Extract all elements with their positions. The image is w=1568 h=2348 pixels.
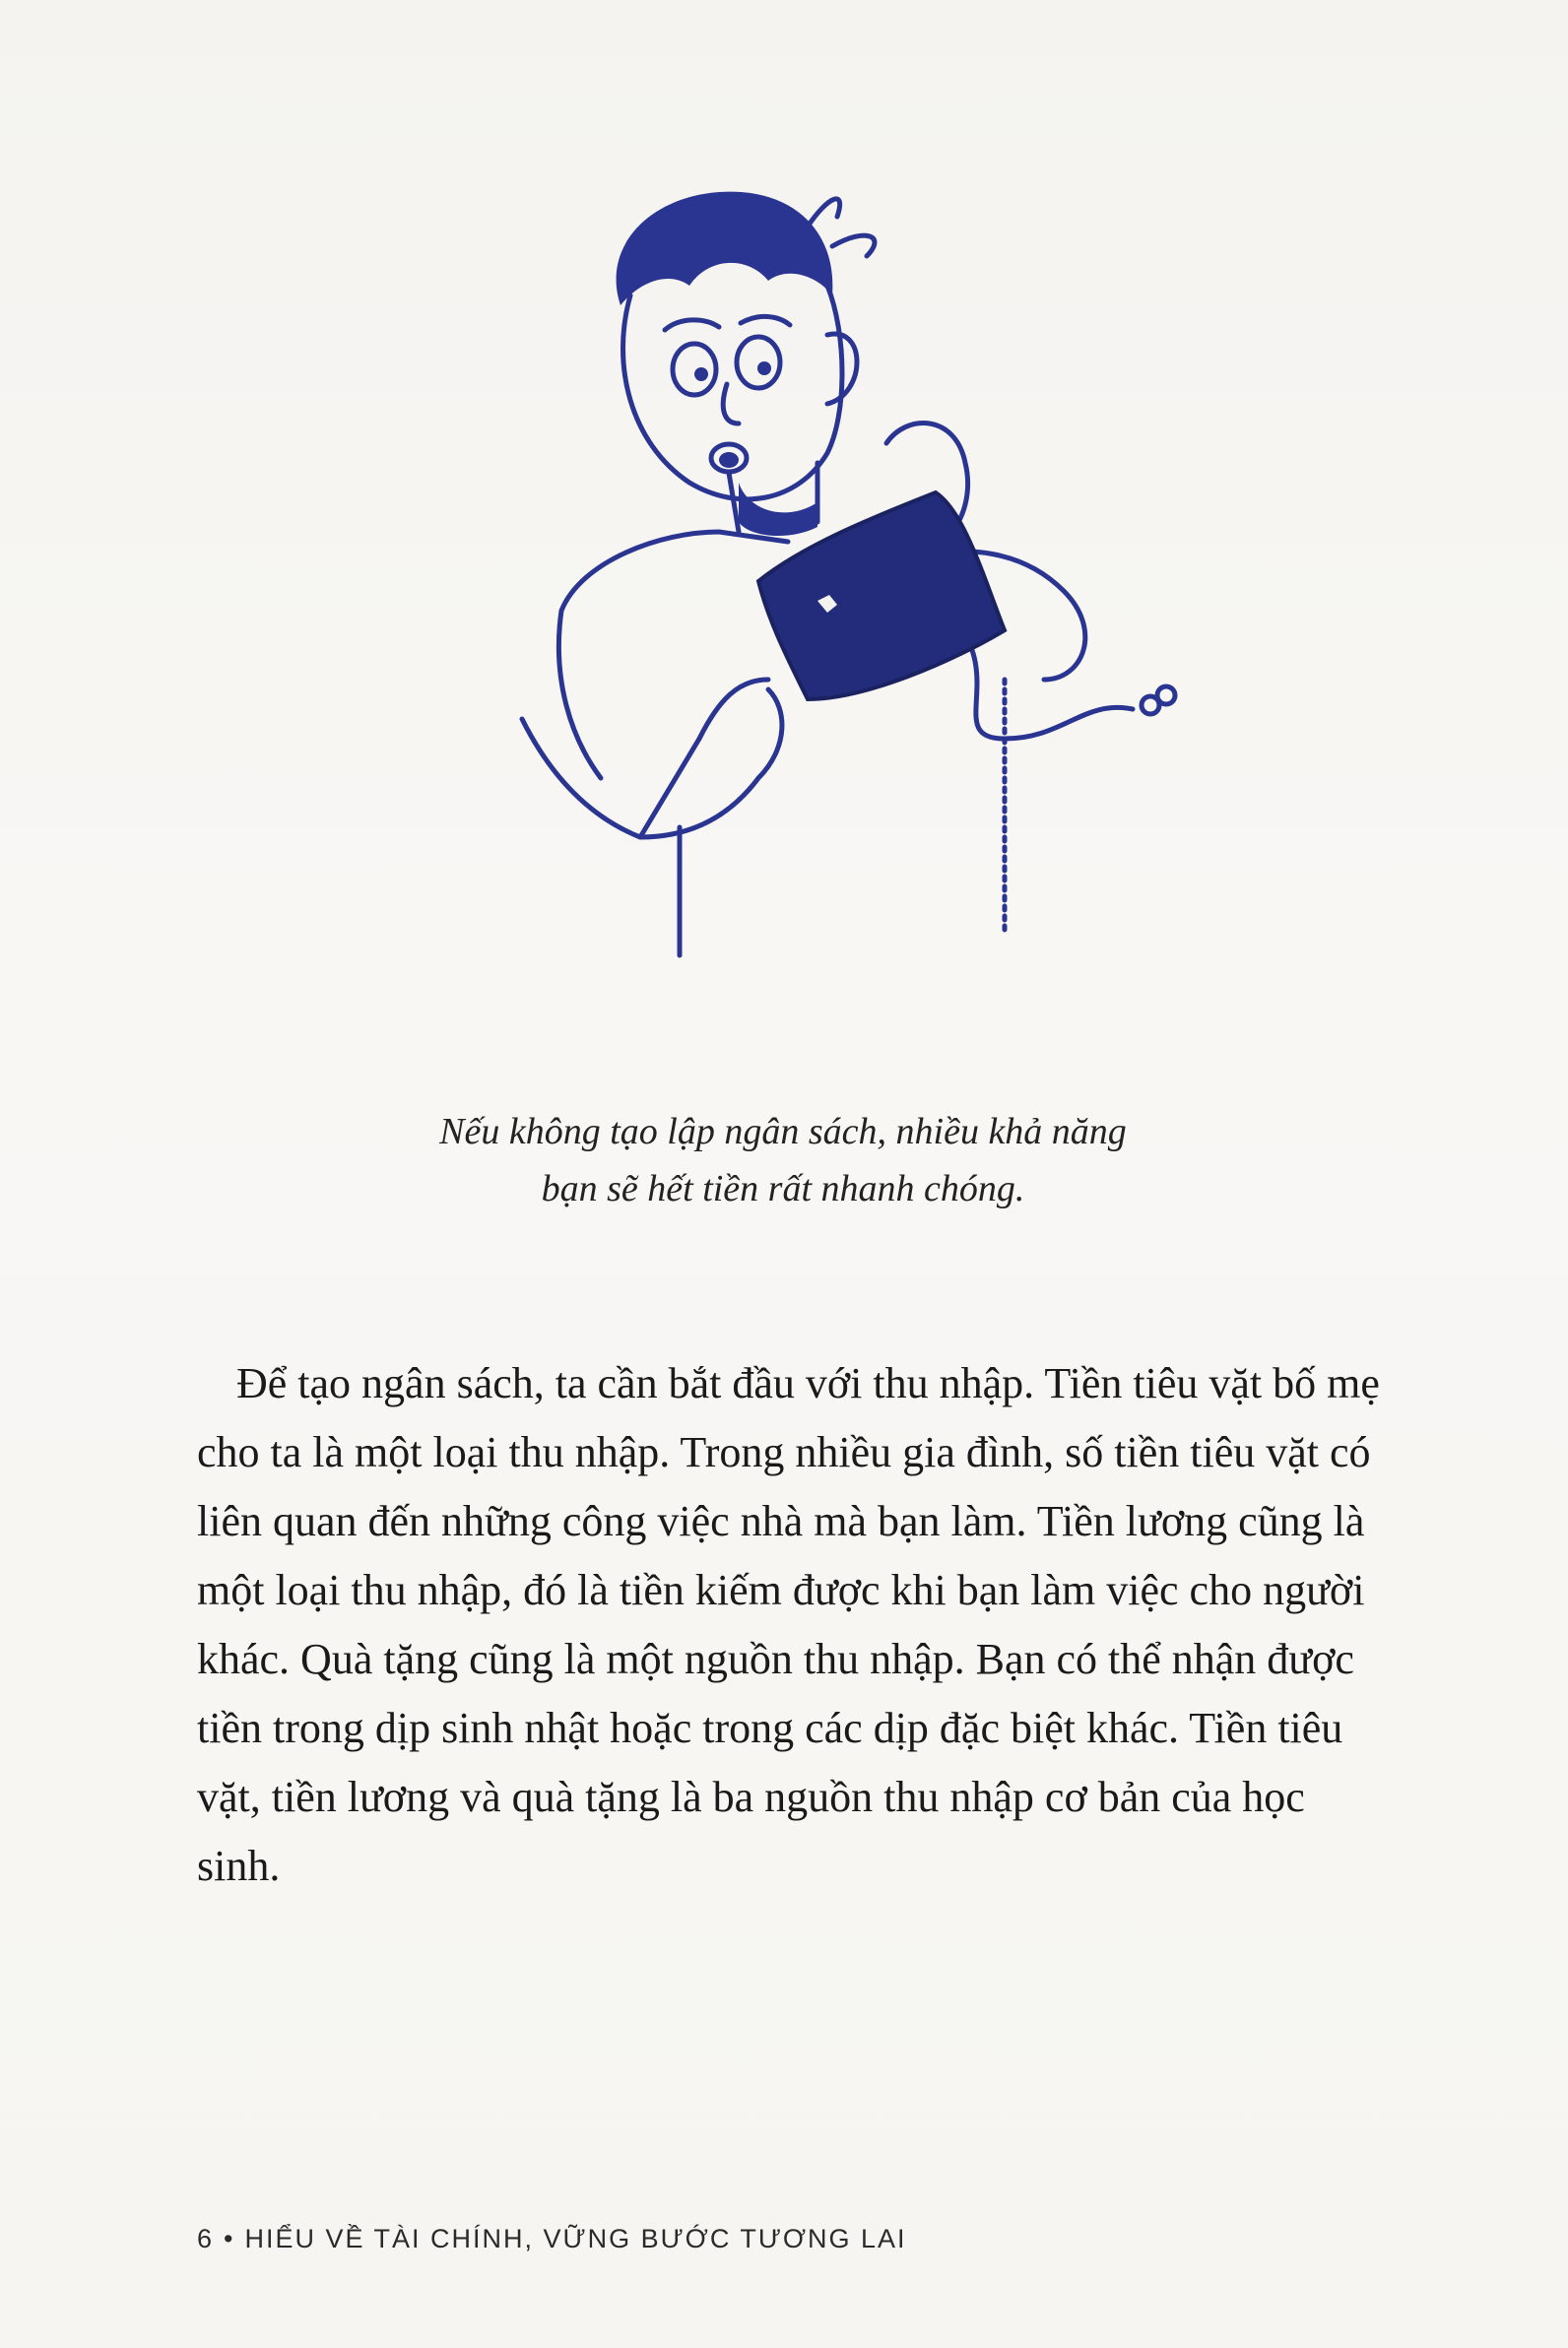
surprised-boy-empty-wallet-icon — [492, 187, 1241, 995]
caption-line-2: bạn sẽ hết tiền rất nhanh chóng. — [541, 1168, 1025, 1209]
page-footer — [197, 2224, 907, 2254]
footer-separator: • — [224, 2224, 235, 2253]
illustration-caption — [325, 1103, 1241, 1217]
caption-line-1: Nếu không tạo lập ngân sách, nhiều khả năng — [439, 1111, 1127, 1152]
page-number: 6 — [197, 2224, 215, 2253]
book-title: HIỂU VỀ TÀI CHÍNH, VỮNG BƯỚC TƯƠNG LAI — [244, 2224, 907, 2253]
body-paragraph: Để tạo ngân sách, ta cần bắt đầu với thu nhập. Tiền tiêu vặt bố mẹ cho ta là một loại thu nhập. Trong nhiều gia đình, số tiền tiêu vặt có liên quan đến những công việc nhà mà bạn làm. Tiền lương cũng là một loại thu nhập, đó là tiền kiếm được khi bạn làm việc cho người khác. Quà tặng cũng là một nguồn thu nhập. Bạn có thể nhận được tiền trong dịp sinh nhật hoặc trong các dịp đặc biệt khác. Tiền tiêu vặt, tiền lương và quà tặng là ba nguồn thu nhập cơ bản của học sinh. — [197, 1359, 1380, 1890]
